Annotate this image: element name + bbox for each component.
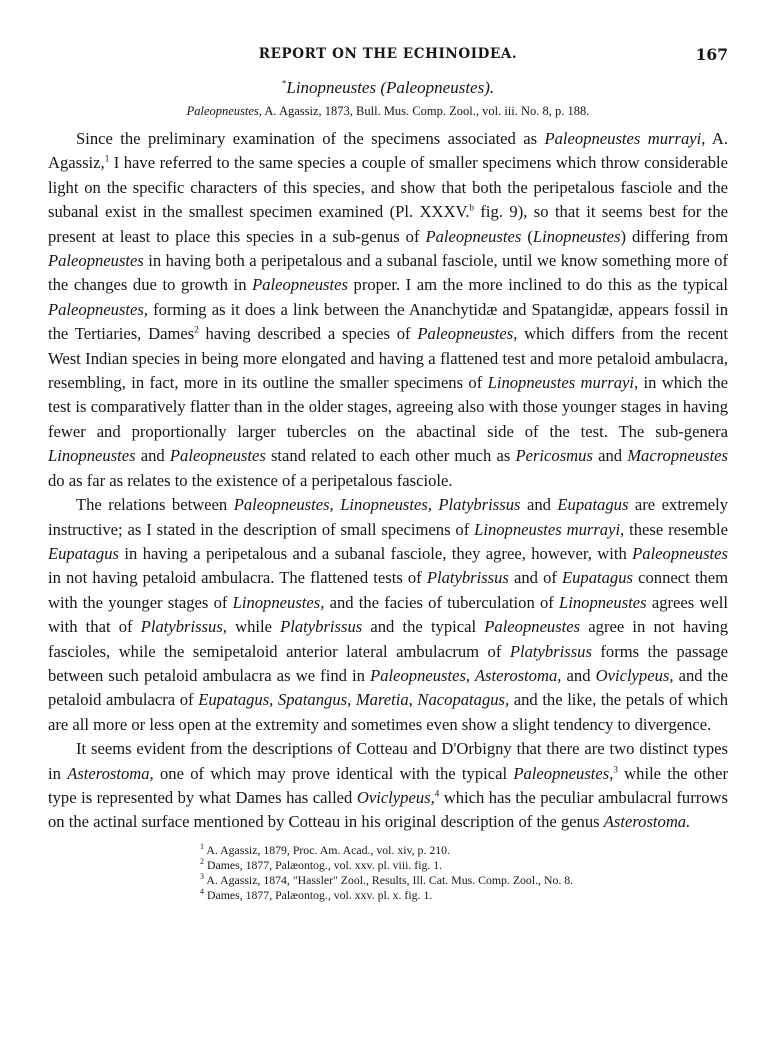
citation-name: Paleopneustes, bbox=[186, 104, 262, 118]
footnote-ref: 4 bbox=[434, 788, 440, 799]
text-run: do as far as relates to the existence of a peripetalous fasciole. bbox=[48, 470, 453, 490]
footnote-number: 4 bbox=[200, 886, 204, 896]
text-run: in which the test is comparatively flatter than in the older stages, agreeing also with those younger stages in having fewer and proportionally larger tubercles on the abactinal side of the test. The sub-genera bbox=[48, 373, 728, 441]
text-run: It seems evident from the descriptions of Cotteau and D'Orbigny that there are two distinct types in bbox=[48, 739, 728, 783]
text-run: forming as it does a link between the Ananchytidæ and Spatangidæ, appears fossil in the Tertiaries, Dames bbox=[48, 299, 728, 344]
footnotes bbox=[200, 843, 728, 903]
text-run: and bbox=[561, 665, 596, 685]
paragraph-2 bbox=[48, 493, 728, 737]
text-run: forms the passage between such petaloid ambulacra as we find in bbox=[48, 641, 728, 685]
footnote-ref: 1 bbox=[104, 153, 110, 164]
taxon-name: Macropneustes bbox=[627, 446, 729, 466]
text-run: agree in not having fascioles, while the semipetaloid anterior lateral ambulacrum of bbox=[48, 617, 728, 661]
taxon-name: Eupatagus, Spatangus, Maretia, Nacopatagus, bbox=[198, 690, 510, 710]
taxon-name: Linopneustes bbox=[532, 226, 621, 246]
text-run: and bbox=[520, 495, 558, 515]
text-run: and the facies of tuberculation of bbox=[324, 592, 560, 612]
book-page bbox=[48, 46, 728, 903]
plate-superscript: b bbox=[469, 202, 474, 213]
footnote-ref: 2 bbox=[194, 324, 199, 335]
taxon-name: Platybrissus bbox=[280, 617, 363, 637]
genus-heading bbox=[48, 78, 728, 98]
paragraph-1 bbox=[48, 127, 728, 493]
footnote-2 bbox=[200, 858, 728, 873]
text-run: and bbox=[592, 446, 628, 466]
text-run: while the other type is represented by what Dames has called bbox=[48, 763, 728, 807]
text-run: I have referred to the same species a couple of smaller specimens which throw considerable light on the specific characters of this species, and show that both the peripetalous fasciole and the subanal exist in the smallest specimen examined (Pl. XXXV. bbox=[48, 153, 728, 222]
text-run: agrees well with that of bbox=[48, 592, 728, 637]
heading-mark: * bbox=[281, 78, 287, 89]
running-title: REPORT ON THE ECHINOIDEA. bbox=[258, 46, 518, 62]
text-run: connect them with the younger stages of bbox=[48, 568, 728, 612]
taxon-name: Asterostoma, bbox=[67, 763, 154, 783]
taxon-name: Paleopneustes, bbox=[513, 763, 614, 783]
footnote-number: 2 bbox=[200, 856, 204, 866]
text-run: one of which may prove identical with the typical bbox=[153, 763, 514, 783]
text-run: and bbox=[135, 446, 170, 466]
taxon-name: Linopneustes murrayi, bbox=[474, 519, 625, 539]
citation-text: A. Agassiz, 1873, Bull. Mus. Comp. Zool., vol. iii. No. 8, p. 188. bbox=[264, 104, 590, 118]
text-run: in not having petaloid ambulacra. The flattened tests of bbox=[48, 568, 427, 588]
footnote-text: Dames, 1877, Palæontog., vol. xxv. pl. viii. fig. 1. bbox=[206, 857, 443, 872]
footnote-3 bbox=[200, 873, 728, 888]
taxon-name: Platybrissus bbox=[509, 641, 592, 661]
taxon-name: Paleopneustes bbox=[484, 617, 581, 637]
taxon-name: Paleopneustes bbox=[425, 226, 522, 246]
footnote-ref: 3 bbox=[613, 764, 618, 775]
text-run: and of bbox=[508, 568, 562, 588]
taxon-name: Oviclypeus, bbox=[595, 665, 674, 685]
taxon-name: Eupatagus bbox=[562, 568, 633, 588]
taxon-name: Paleopneustes bbox=[48, 251, 144, 271]
taxon-name: Paleopneustes, bbox=[417, 324, 518, 344]
taxon-name: Eupatagus bbox=[48, 543, 119, 563]
taxon-name: Paleopneustes, Asterostoma, bbox=[370, 665, 562, 685]
footnote-text: A. Agassiz, 1879, Proc. Am. Acad., vol. xiv, p. 210. bbox=[206, 842, 450, 857]
taxon-name: Linopneustes murrayi, bbox=[487, 373, 639, 393]
taxon-name: Paleopneustes bbox=[632, 543, 728, 563]
page-number: 167 bbox=[695, 45, 728, 64]
taxon-name: Paleopneustes, Linopneustes, Platybrissus bbox=[233, 495, 521, 515]
footnote-number: 3 bbox=[200, 871, 204, 881]
taxon-name: Linopneustes bbox=[48, 446, 136, 466]
subgenus-name: (Paleopneustes). bbox=[380, 78, 495, 97]
text-run: ) differing from bbox=[620, 226, 728, 246]
text-run: are extremely instructive; as I stated in the description of small specimens of bbox=[48, 495, 729, 539]
running-header bbox=[48, 46, 728, 72]
text-run: fig. 9), so that it seems best for the present at least to place this species in a sub-genus of bbox=[48, 202, 728, 246]
text-run: stand related to each other much as bbox=[265, 446, 516, 466]
footnote-number: 1 bbox=[200, 841, 204, 851]
paragraph-3 bbox=[48, 737, 728, 835]
taxon-name: Paleopneustes, bbox=[48, 299, 149, 319]
taxon-name: Linopneustes, bbox=[232, 592, 325, 612]
text-run: A. Agassiz, bbox=[48, 129, 728, 173]
text-run: ( bbox=[521, 226, 533, 246]
genus-name: Linopneustes bbox=[286, 78, 377, 97]
footnote-1 bbox=[200, 843, 728, 858]
text-run: and the like, the petals of which are all more or less open at the extremity and sometimes even show a slight tendency to divergence. bbox=[48, 690, 728, 734]
taxon-name: Paleopneustes bbox=[169, 446, 266, 466]
taxon-name: Paleopneustes bbox=[252, 275, 348, 295]
taxon-name: Paleopneustes murrayi, bbox=[544, 129, 706, 148]
footnote-text: Dames, 1877, Palæontog., vol. xxv. pl. x. fig. 1. bbox=[206, 887, 433, 902]
citation bbox=[48, 104, 728, 119]
footnote-text: A. Agassiz, 1874, "Hassler" Zool., Results, Ill. Cat. Mus. Comp. Zool., No. 8. bbox=[206, 872, 574, 887]
text-run: The relations between bbox=[76, 495, 234, 515]
taxon-name: Platybrissus, bbox=[140, 617, 227, 637]
taxon-name: Platybrissus bbox=[426, 568, 509, 588]
text-run: which differs from the recent West Indian species in being more elongated and having a flattened test and more petaloid ambulacra, resembling, in fact, more in its outline the smaller specimens of bbox=[48, 324, 728, 393]
text-run: proper. I am the more inclined to do this as the typical bbox=[347, 275, 729, 295]
footnote-4 bbox=[200, 888, 728, 903]
taxon-name: Oviclypeus, bbox=[356, 787, 435, 807]
taxon-name: Asterostoma. bbox=[603, 812, 691, 832]
text-run: and the typical bbox=[362, 617, 485, 637]
text-run: and the petaloid ambulacra of bbox=[48, 665, 728, 710]
text-run: in having a peripetalous and a subanal fasciole, they agree, however, with bbox=[119, 543, 633, 563]
text-run: which has the peculiar ambulacral furrows on the actinal surface mentioned by Cotteau in his original description of the genus bbox=[48, 787, 728, 832]
text-run: Since the preliminary examination of the specimens associated as bbox=[76, 129, 545, 148]
text-run: while bbox=[226, 617, 281, 637]
text-run: these resemble bbox=[624, 519, 728, 539]
taxon-name: Eupatagus bbox=[557, 495, 629, 515]
taxon-name: Pericosmus bbox=[515, 446, 593, 466]
taxon-name: Linopneustes bbox=[559, 592, 647, 612]
text-run: having described a species of bbox=[198, 324, 418, 344]
text-run: in having both a peripetalous and a subanal fasciole, until we know something more of the changes due to growth in bbox=[48, 251, 728, 295]
